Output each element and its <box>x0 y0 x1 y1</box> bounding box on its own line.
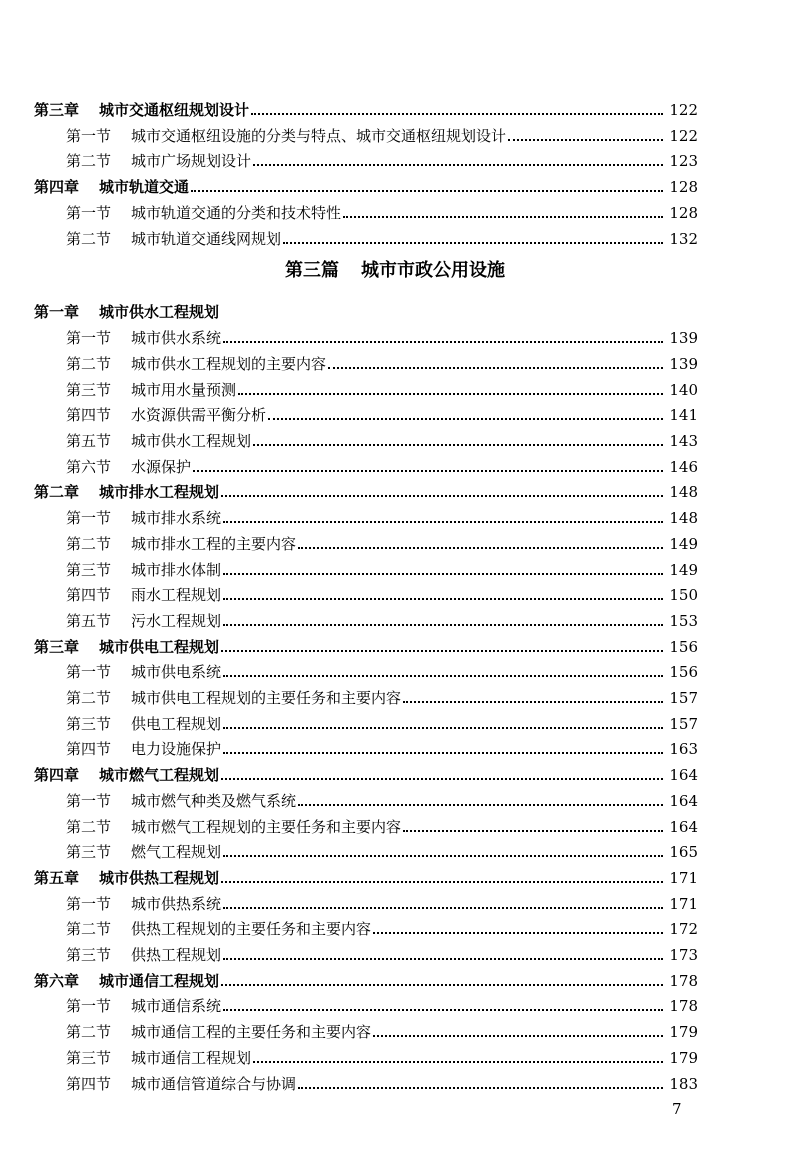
entry-page-number: 163 <box>669 740 698 759</box>
entry-page-number: 146 <box>669 457 698 476</box>
dot-leader <box>223 573 663 575</box>
dot-leader <box>508 139 663 141</box>
entry-title: 城市轨道交通线网规划 <box>131 229 282 248</box>
entry-label: 第四章 <box>34 766 80 785</box>
entry-title: 城市通信系统 <box>131 997 222 1016</box>
entry-page-number: 148 <box>669 509 698 528</box>
entry-text <box>66 381 236 399</box>
toc-section-row[interactable] <box>66 940 698 964</box>
part-title: 城市市政公用设施 <box>361 260 505 282</box>
toc-section-row[interactable] <box>66 683 698 707</box>
toc-section-row[interactable] <box>66 375 698 399</box>
dot-leader <box>253 164 663 166</box>
entry-title: 城市供热系统 <box>131 894 222 913</box>
entry-page-number: 171 <box>669 894 698 913</box>
entry-label: 第五章 <box>34 868 80 887</box>
entry-page-number: 153 <box>669 611 698 630</box>
toc-section-row[interactable] <box>66 991 698 1015</box>
dot-leader <box>223 727 663 729</box>
dot-leader <box>268 418 663 420</box>
toc-chapter-row[interactable] <box>34 632 698 656</box>
entry-title: 城市排水体制 <box>131 560 222 579</box>
entry-label: 第一节 <box>66 663 112 682</box>
entry-label: 第四节 <box>66 406 112 425</box>
entry-title: 燃气工程规划 <box>131 843 222 862</box>
toc-chapter-row[interactable] <box>34 863 698 887</box>
entry-title: 供热工程规划的主要任务和主要内容 <box>131 920 372 939</box>
entry-text <box>34 638 219 656</box>
entry-page-number: 139 <box>669 329 698 348</box>
entry-text <box>66 1075 296 1093</box>
dot-leader <box>221 495 663 497</box>
dot-leader <box>373 1035 663 1037</box>
entry-page-number: 164 <box>669 766 698 785</box>
entry-text <box>34 972 219 990</box>
toc-section-row[interactable] <box>66 1069 698 1093</box>
dot-leader <box>221 881 663 883</box>
dot-leader <box>403 701 663 703</box>
toc-section-row[interactable] <box>66 121 698 145</box>
dot-leader <box>223 1009 663 1011</box>
entry-label: 第二节 <box>66 920 112 939</box>
toc-chapter-row[interactable] <box>34 95 698 119</box>
entry-page-number: 140 <box>669 380 698 399</box>
toc-section-row[interactable] <box>66 837 698 861</box>
entry-page-number: 139 <box>669 354 698 373</box>
entry-page-number: 149 <box>669 534 698 553</box>
entry-text <box>66 355 326 373</box>
entry-text <box>66 843 221 861</box>
entry-label: 第一章 <box>34 303 80 322</box>
entry-text <box>66 1049 251 1067</box>
entry-page-number: 156 <box>669 663 698 682</box>
toc-section-row[interactable] <box>66 224 698 248</box>
entry-title: 污水工程规划 <box>131 611 222 630</box>
entry-title: 城市供电工程规划的主要任务和主要内容 <box>131 689 402 707</box>
entry-text <box>66 946 221 964</box>
entry-text <box>34 766 219 784</box>
entry-title: 城市燃气工程规划 <box>99 766 220 785</box>
entry-text <box>66 561 221 579</box>
dot-leader <box>221 984 663 986</box>
entry-page-number: 183 <box>669 1074 698 1093</box>
entry-page-number: 157 <box>669 689 698 707</box>
entry-label: 第一节 <box>66 997 112 1016</box>
part-heading <box>0 259 790 283</box>
entry-text <box>66 535 296 553</box>
entry-page-number: 141 <box>669 406 698 425</box>
entry-text <box>66 204 341 222</box>
toc-section-row[interactable] <box>66 1043 698 1067</box>
entry-text <box>34 178 189 196</box>
entry-label: 第三节 <box>66 843 112 862</box>
toc-section-row[interactable] <box>66 914 698 938</box>
entry-title: 城市广场规划设计 <box>131 152 252 171</box>
entry-label: 第一节 <box>66 509 112 528</box>
toc-chapter-row[interactable] <box>34 172 698 196</box>
toc-section-row[interactable] <box>66 198 698 222</box>
toc-chapter-row[interactable] <box>34 760 698 784</box>
entry-text <box>66 740 221 758</box>
entry-title: 供热工程规划 <box>131 946 222 964</box>
entry-page-number: 150 <box>669 586 698 605</box>
entry-text <box>66 1023 371 1041</box>
entry-title: 城市通信工程的主要任务和主要内容 <box>131 1023 372 1042</box>
entry-text <box>66 127 506 145</box>
entry-page-number: 122 <box>669 101 698 119</box>
entry-page-number: 156 <box>669 637 698 656</box>
entry-label: 第四节 <box>66 740 112 759</box>
entry-title: 城市排水工程规划 <box>99 483 220 502</box>
entry-title: 城市交通枢纽规划设计 <box>99 101 250 119</box>
entry-label: 第二节 <box>66 354 112 373</box>
entry-page-number: 178 <box>669 997 698 1016</box>
entry-label: 第二节 <box>66 689 112 707</box>
entry-label: 第四节 <box>66 1074 112 1093</box>
entry-page-number: 157 <box>669 714 698 733</box>
entry-page-number: 143 <box>669 432 698 450</box>
entry-page-number: 171 <box>669 868 698 887</box>
entry-label: 第五节 <box>66 432 112 450</box>
entry-page-number: 128 <box>669 178 698 197</box>
toc-section-row[interactable] <box>66 1017 698 1041</box>
entry-title: 城市供电系统 <box>131 663 222 682</box>
toc-section-row[interactable] <box>66 555 698 579</box>
entry-title: 城市排水系统 <box>131 509 222 528</box>
dot-leader <box>251 113 663 115</box>
toc-section-row[interactable] <box>66 529 698 553</box>
entry-text <box>66 230 281 248</box>
dot-leader <box>223 907 663 909</box>
entry-page-number: 149 <box>669 560 698 579</box>
page-number: 7 <box>672 1100 682 1118</box>
entry-title: 电力设施保护 <box>131 740 222 759</box>
entry-text <box>66 663 221 681</box>
entry-label: 第四节 <box>66 586 112 605</box>
toc-section-row[interactable] <box>66 709 698 733</box>
entry-text <box>66 895 221 913</box>
toc-section-row[interactable] <box>66 452 698 476</box>
entry-title: 城市供热工程规划 <box>99 868 220 887</box>
entry-label: 第二节 <box>66 152 112 171</box>
dot-leader <box>221 778 663 780</box>
toc-section-row[interactable] <box>66 426 698 450</box>
entry-page-number: 165 <box>669 843 698 862</box>
dot-leader <box>298 804 663 806</box>
dot-leader <box>238 393 663 395</box>
dot-leader <box>193 470 663 472</box>
entry-label: 第六章 <box>34 971 80 990</box>
entry-title: 城市供水系统 <box>131 329 222 348</box>
entry-label: 第三节 <box>66 380 112 399</box>
entry-text <box>34 101 249 119</box>
entry-page-number: 148 <box>669 483 698 502</box>
toc-section-row[interactable] <box>66 734 698 758</box>
dot-leader <box>223 675 663 677</box>
entry-label: 第二节 <box>66 229 112 248</box>
entry-title: 供电工程规划 <box>131 714 222 733</box>
entry-text <box>66 152 251 170</box>
entry-text <box>66 432 251 450</box>
entry-text <box>66 792 296 810</box>
entry-label: 第一节 <box>66 203 112 222</box>
dot-leader <box>253 444 663 446</box>
entry-title: 城市燃气种类及燃气系统 <box>131 791 297 810</box>
entry-text <box>34 483 219 501</box>
entry-label: 第二节 <box>66 1023 112 1042</box>
toc-section-row[interactable] <box>66 889 698 913</box>
toc-section-row[interactable] <box>66 503 698 527</box>
entry-title: 水源保护 <box>131 457 192 476</box>
entry-label: 第二章 <box>34 483 80 502</box>
entry-title: 城市通信管道综合与协调 <box>131 1074 297 1093</box>
entry-title: 城市供水工程规划 <box>131 432 252 450</box>
entry-title: 水资源供需平衡分析 <box>131 406 267 425</box>
dot-leader <box>253 1061 663 1063</box>
dot-leader <box>223 958 663 960</box>
dot-leader <box>221 650 663 652</box>
entry-page-number: 132 <box>669 229 698 248</box>
entry-page-number: 128 <box>669 203 698 222</box>
toc-section-row[interactable] <box>66 657 698 681</box>
dot-leader <box>223 521 663 523</box>
dot-leader <box>223 341 663 343</box>
entry-text <box>66 329 221 347</box>
toc-section-row[interactable] <box>66 146 698 170</box>
dot-leader <box>223 855 663 857</box>
entry-title: 城市交通枢纽设施的分类与特点、城市交通枢纽规划设计 <box>131 126 507 145</box>
entry-text <box>66 818 401 836</box>
entry-title: 城市轨道交通 <box>99 178 190 197</box>
dot-leader <box>223 752 663 754</box>
toc-section-row[interactable] <box>66 812 698 836</box>
entry-label: 第一节 <box>66 894 112 913</box>
dot-leader <box>191 190 663 192</box>
entry-text <box>66 715 221 733</box>
entry-title: 城市供水工程规划的主要内容 <box>131 354 327 373</box>
entry-page-number: 172 <box>669 920 698 939</box>
entry-label: 第二节 <box>66 817 112 836</box>
entry-page-number: 179 <box>669 1023 698 1042</box>
dot-leader <box>328 367 663 369</box>
toc-chapter-row[interactable] <box>34 297 698 321</box>
toc-section-row[interactable] <box>66 580 698 604</box>
dot-leader <box>223 624 663 626</box>
entry-title: 城市轨道交通的分类和技术特性 <box>131 203 342 222</box>
entry-title: 城市燃气工程规划的主要任务和主要内容 <box>131 817 402 836</box>
entry-text <box>66 406 266 424</box>
entry-label: 第三节 <box>66 946 112 964</box>
entry-label: 第三章 <box>34 101 80 119</box>
entry-text <box>66 509 221 527</box>
toc-section-row[interactable] <box>66 349 698 373</box>
entry-title: 城市通信工程规划 <box>99 971 220 990</box>
entry-text <box>66 997 221 1015</box>
entry-label: 第五节 <box>66 611 112 630</box>
entry-title: 城市供水工程规划 <box>99 303 220 322</box>
entry-page-number: 164 <box>669 791 698 810</box>
entry-text <box>66 458 191 476</box>
entry-label: 第三节 <box>66 1048 112 1067</box>
entry-label: 第三节 <box>66 560 112 579</box>
entry-label: 第二节 <box>66 534 112 553</box>
entry-text <box>66 586 221 604</box>
entry-text <box>66 920 371 938</box>
toc-section-row[interactable] <box>66 400 698 424</box>
entry-label: 第一节 <box>66 329 112 348</box>
entry-title: 城市供电工程规划 <box>99 637 220 656</box>
dot-leader <box>283 242 663 244</box>
entry-label: 第一节 <box>66 791 112 810</box>
entry-label: 第四章 <box>34 178 80 197</box>
entry-label: 第一节 <box>66 126 112 145</box>
entry-title: 雨水工程规划 <box>131 586 222 605</box>
entry-page-number: 123 <box>669 152 698 171</box>
dot-leader <box>403 830 663 832</box>
entry-text <box>66 689 401 707</box>
entry-label: 第三节 <box>66 714 112 733</box>
dot-leader <box>298 547 663 549</box>
toc-section-row[interactable] <box>66 786 698 810</box>
dot-leader <box>343 216 663 218</box>
dot-leader <box>223 598 663 600</box>
entry-text <box>34 869 219 887</box>
dot-leader <box>373 932 663 934</box>
entry-label: 第三章 <box>34 637 80 656</box>
entry-page-number: 122 <box>669 126 698 145</box>
part-label: 第三篇 <box>285 260 339 282</box>
toc-section-row[interactable] <box>66 323 698 347</box>
entry-label: 第六节 <box>66 457 112 476</box>
toc-chapter-row[interactable] <box>34 477 698 501</box>
entry-title: 城市用水量预测 <box>131 380 237 399</box>
entry-text <box>66 612 221 630</box>
entry-page-number: 178 <box>669 971 698 990</box>
entry-page-number: 164 <box>669 817 698 836</box>
entry-page-number: 179 <box>669 1048 698 1067</box>
entry-title: 城市排水工程的主要内容 <box>131 534 297 553</box>
entry-text <box>34 303 219 321</box>
entry-title: 城市通信工程规划 <box>131 1048 252 1067</box>
toc-section-row[interactable] <box>66 606 698 630</box>
dot-leader <box>298 1087 663 1089</box>
toc-chapter-row[interactable] <box>34 966 698 990</box>
entry-page-number: 173 <box>669 946 698 964</box>
